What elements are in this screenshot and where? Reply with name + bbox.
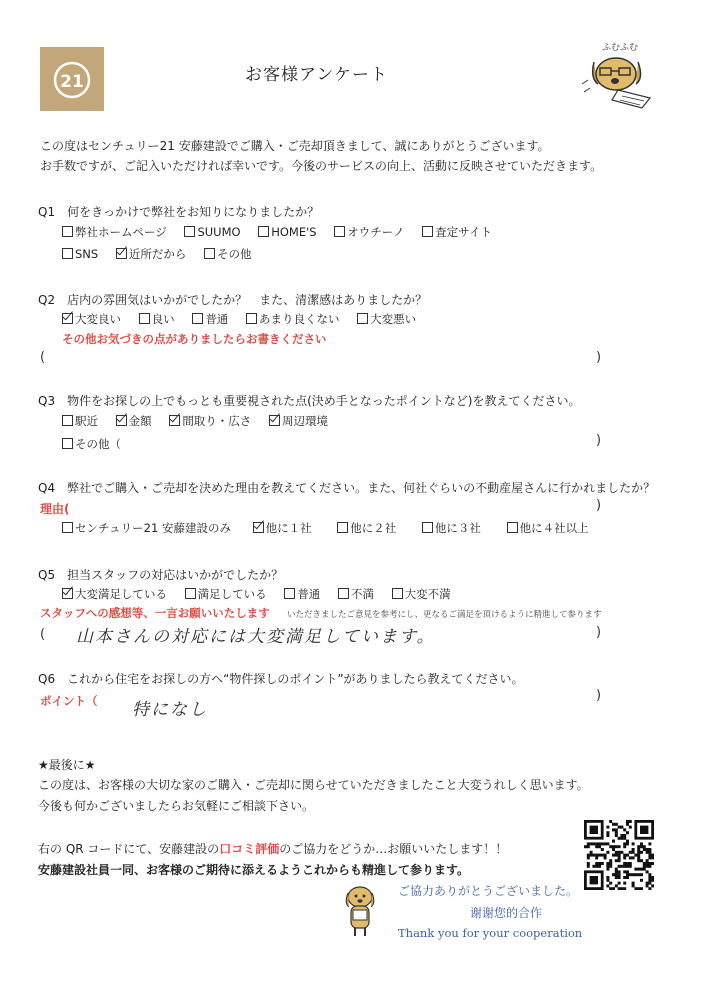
closing-heading: ★最後に★	[38, 758, 96, 772]
checkbox-checked-icon[interactable]	[62, 313, 73, 324]
checkbox-checked-icon[interactable]	[116, 248, 127, 259]
q1-option[interactable]: SNS	[62, 247, 98, 261]
q1-option[interactable]: 近所だから	[116, 246, 187, 262]
q5-open-paren: (	[40, 627, 46, 642]
q5-request: スタッフへの感想等、一言お願いいたします	[40, 606, 270, 620]
q4-options	[62, 520, 603, 536]
q2-option[interactable]: 普通	[192, 311, 228, 327]
q4-option[interactable]: 他に３社	[422, 520, 481, 536]
q6-handwritten-answer[interactable]: 特になし	[132, 700, 208, 720]
q2-option[interactable]: 大変良い	[62, 311, 121, 327]
q5-option[interactable]: 不満	[338, 586, 374, 602]
checkbox-icon[interactable]	[392, 588, 403, 599]
q1-option[interactable]: SUUMO	[184, 225, 240, 239]
q4-option[interactable]: 他に２社	[337, 520, 396, 536]
q4-close-paren: )	[596, 498, 602, 513]
q1-option[interactable]: HOME'S	[258, 225, 316, 239]
page-title: お客様アンケート	[245, 65, 388, 85]
checkbox-icon[interactable]	[185, 588, 196, 599]
q5-options	[62, 586, 465, 602]
q5-option[interactable]: 大変不満	[392, 586, 451, 602]
q3-other[interactable]: その他（	[62, 436, 135, 452]
checkbox-icon[interactable]	[334, 226, 345, 237]
checkbox-checked-icon[interactable]	[62, 588, 73, 599]
q6-point-label: ポイント（	[40, 694, 98, 708]
thanks-chinese: 谢谢您的合作	[470, 906, 543, 920]
q1-option[interactable]: 弊社ホームページ	[62, 224, 167, 240]
q5-handwritten-answer[interactable]: 山本さんの対応には大変満足しています。	[76, 627, 436, 647]
checkbox-icon[interactable]	[422, 226, 433, 237]
q1-option[interactable]: 査定サイト	[422, 224, 492, 240]
intro-line-1: この度はセンチュリー21 安藤建設でご購入・ご売却頂きまして、誠にありがとうございます。	[40, 139, 550, 153]
q2-question: Q2 店内の雰囲気はいかがでしたか？ また、清潔感はありましたか？	[38, 293, 428, 307]
mascot-dog-icon	[580, 40, 660, 110]
q2-open-paren: (	[40, 350, 46, 365]
checkbox-icon[interactable]	[62, 226, 73, 237]
q3-option[interactable]: 駅近	[62, 413, 98, 429]
checkbox-icon[interactable]	[62, 415, 73, 426]
checkbox-icon[interactable]	[62, 438, 73, 449]
q1-option[interactable]: その他	[204, 246, 252, 262]
thanks-japanese: ご協力ありがとうございました。	[398, 884, 579, 898]
checkbox-icon[interactable]	[246, 313, 257, 324]
svg-text:21: 21	[60, 72, 84, 92]
checkbox-icon[interactable]	[62, 522, 73, 533]
q2-close-paren: )	[596, 350, 602, 365]
staff-message: 安藤建設社員一同、お客様のご期待に添えるようこれからも精進して参ります。	[38, 863, 470, 877]
checkbox-icon[interactable]	[338, 588, 349, 599]
q4-option[interactable]: 他に１社	[253, 520, 312, 536]
q5-option[interactable]: 満足している	[185, 586, 267, 602]
q5-question: Q5 担当スタッフの対応はいかがでしたか？	[38, 568, 284, 582]
q2-option[interactable]: 良い	[139, 311, 175, 327]
qr-request: 右の QR コードにて、安藤建設の口コミ評価のご協力をどうか…お願いいたします！！	[38, 842, 508, 856]
q2-option[interactable]: 大変悪い	[357, 311, 416, 327]
q4-reason-label: 理由(	[40, 502, 70, 516]
mascot-dog-standing-icon	[342, 883, 378, 938]
closing-line-2: 今後も何かございましたらお気軽にご相談下さい。	[38, 799, 315, 813]
q3-option[interactable]: 間取り・広さ	[169, 413, 251, 429]
checkbox-icon[interactable]	[258, 226, 269, 237]
intro-line-2: お手数ですが、ご記入いただければ幸いです。今後のサービスの向上、活動に反映させていただきます。	[40, 159, 603, 173]
q2-comment-field[interactable]	[52, 352, 588, 368]
century21-logo	[40, 47, 104, 111]
checkbox-checked-icon[interactable]	[169, 415, 180, 426]
checkbox-icon[interactable]	[337, 522, 348, 533]
q1-options-row-2	[62, 246, 266, 262]
q3-close-paren: )	[596, 433, 602, 448]
q4-option[interactable]: 他に４社以上	[507, 520, 589, 536]
closing-line-1: この度は、お客様の大切な家のご購入・ご売却に関らせていただきましたこと大変うれしく思います。	[38, 778, 589, 792]
qr-code-icon[interactable]	[584, 820, 654, 890]
checkbox-icon[interactable]	[184, 226, 195, 237]
q4-reason-field[interactable]	[84, 500, 588, 516]
checkbox-icon[interactable]	[357, 313, 368, 324]
checkbox-checked-icon[interactable]	[269, 415, 280, 426]
q3-option[interactable]: 周辺環境	[269, 413, 328, 429]
thanks-english: Thank you for your cooperation	[398, 926, 583, 940]
q4-question: Q4 弊社でご購入・ご売却を決めた理由を教えてください。また、何社ぐらいの不動産屋さんに行かれましたか？	[38, 481, 656, 495]
checkbox-icon[interactable]	[507, 522, 518, 533]
q5-request-note: いただきましたご意見を参考にし、更なるご満足を頂けるように精進して参ります	[287, 610, 602, 620]
q1-options-row-1	[62, 224, 506, 240]
q2-option[interactable]: あまり良くない	[246, 311, 340, 327]
q4-option[interactable]: センチュリー21 安藤建設のみ	[62, 520, 231, 536]
q5-close-paren: )	[596, 625, 602, 640]
q2-options	[62, 311, 430, 327]
q1-option[interactable]: オウチーノ	[334, 224, 404, 240]
review-highlight: 口コミ評価	[219, 842, 280, 856]
q5-option[interactable]: 普通	[284, 586, 320, 602]
checkbox-checked-icon[interactable]	[253, 522, 264, 533]
q6-close-paren: )	[596, 688, 602, 703]
q2-note: その他お気づきの点がありましたらお書きください	[62, 332, 327, 346]
q1-question: Q1 何をきっかけで弊社をお知りになりましたか？	[38, 205, 320, 219]
checkbox-icon[interactable]	[422, 522, 433, 533]
q3-option[interactable]: 金額	[116, 413, 152, 429]
checkbox-icon[interactable]	[139, 313, 150, 324]
checkbox-icon[interactable]	[204, 248, 215, 259]
checkbox-icon[interactable]	[62, 248, 73, 259]
checkbox-icon[interactable]	[192, 313, 203, 324]
q6-question: Q6 これから住宅をお探しの方へ“物件探しのポイント”がありましたら教えてください。	[38, 672, 524, 686]
svg-text:ふむふむ: ふむふむ	[602, 43, 639, 53]
q3-question: Q3 物件をお探しの上でもっとも重要視された点(決め手となったポイントなど)を教えてください。	[38, 394, 581, 408]
q3-options	[62, 413, 342, 429]
q5-option[interactable]: 大変満足している	[62, 586, 167, 602]
checkbox-checked-icon[interactable]	[116, 415, 127, 426]
checkbox-icon[interactable]	[284, 588, 295, 599]
